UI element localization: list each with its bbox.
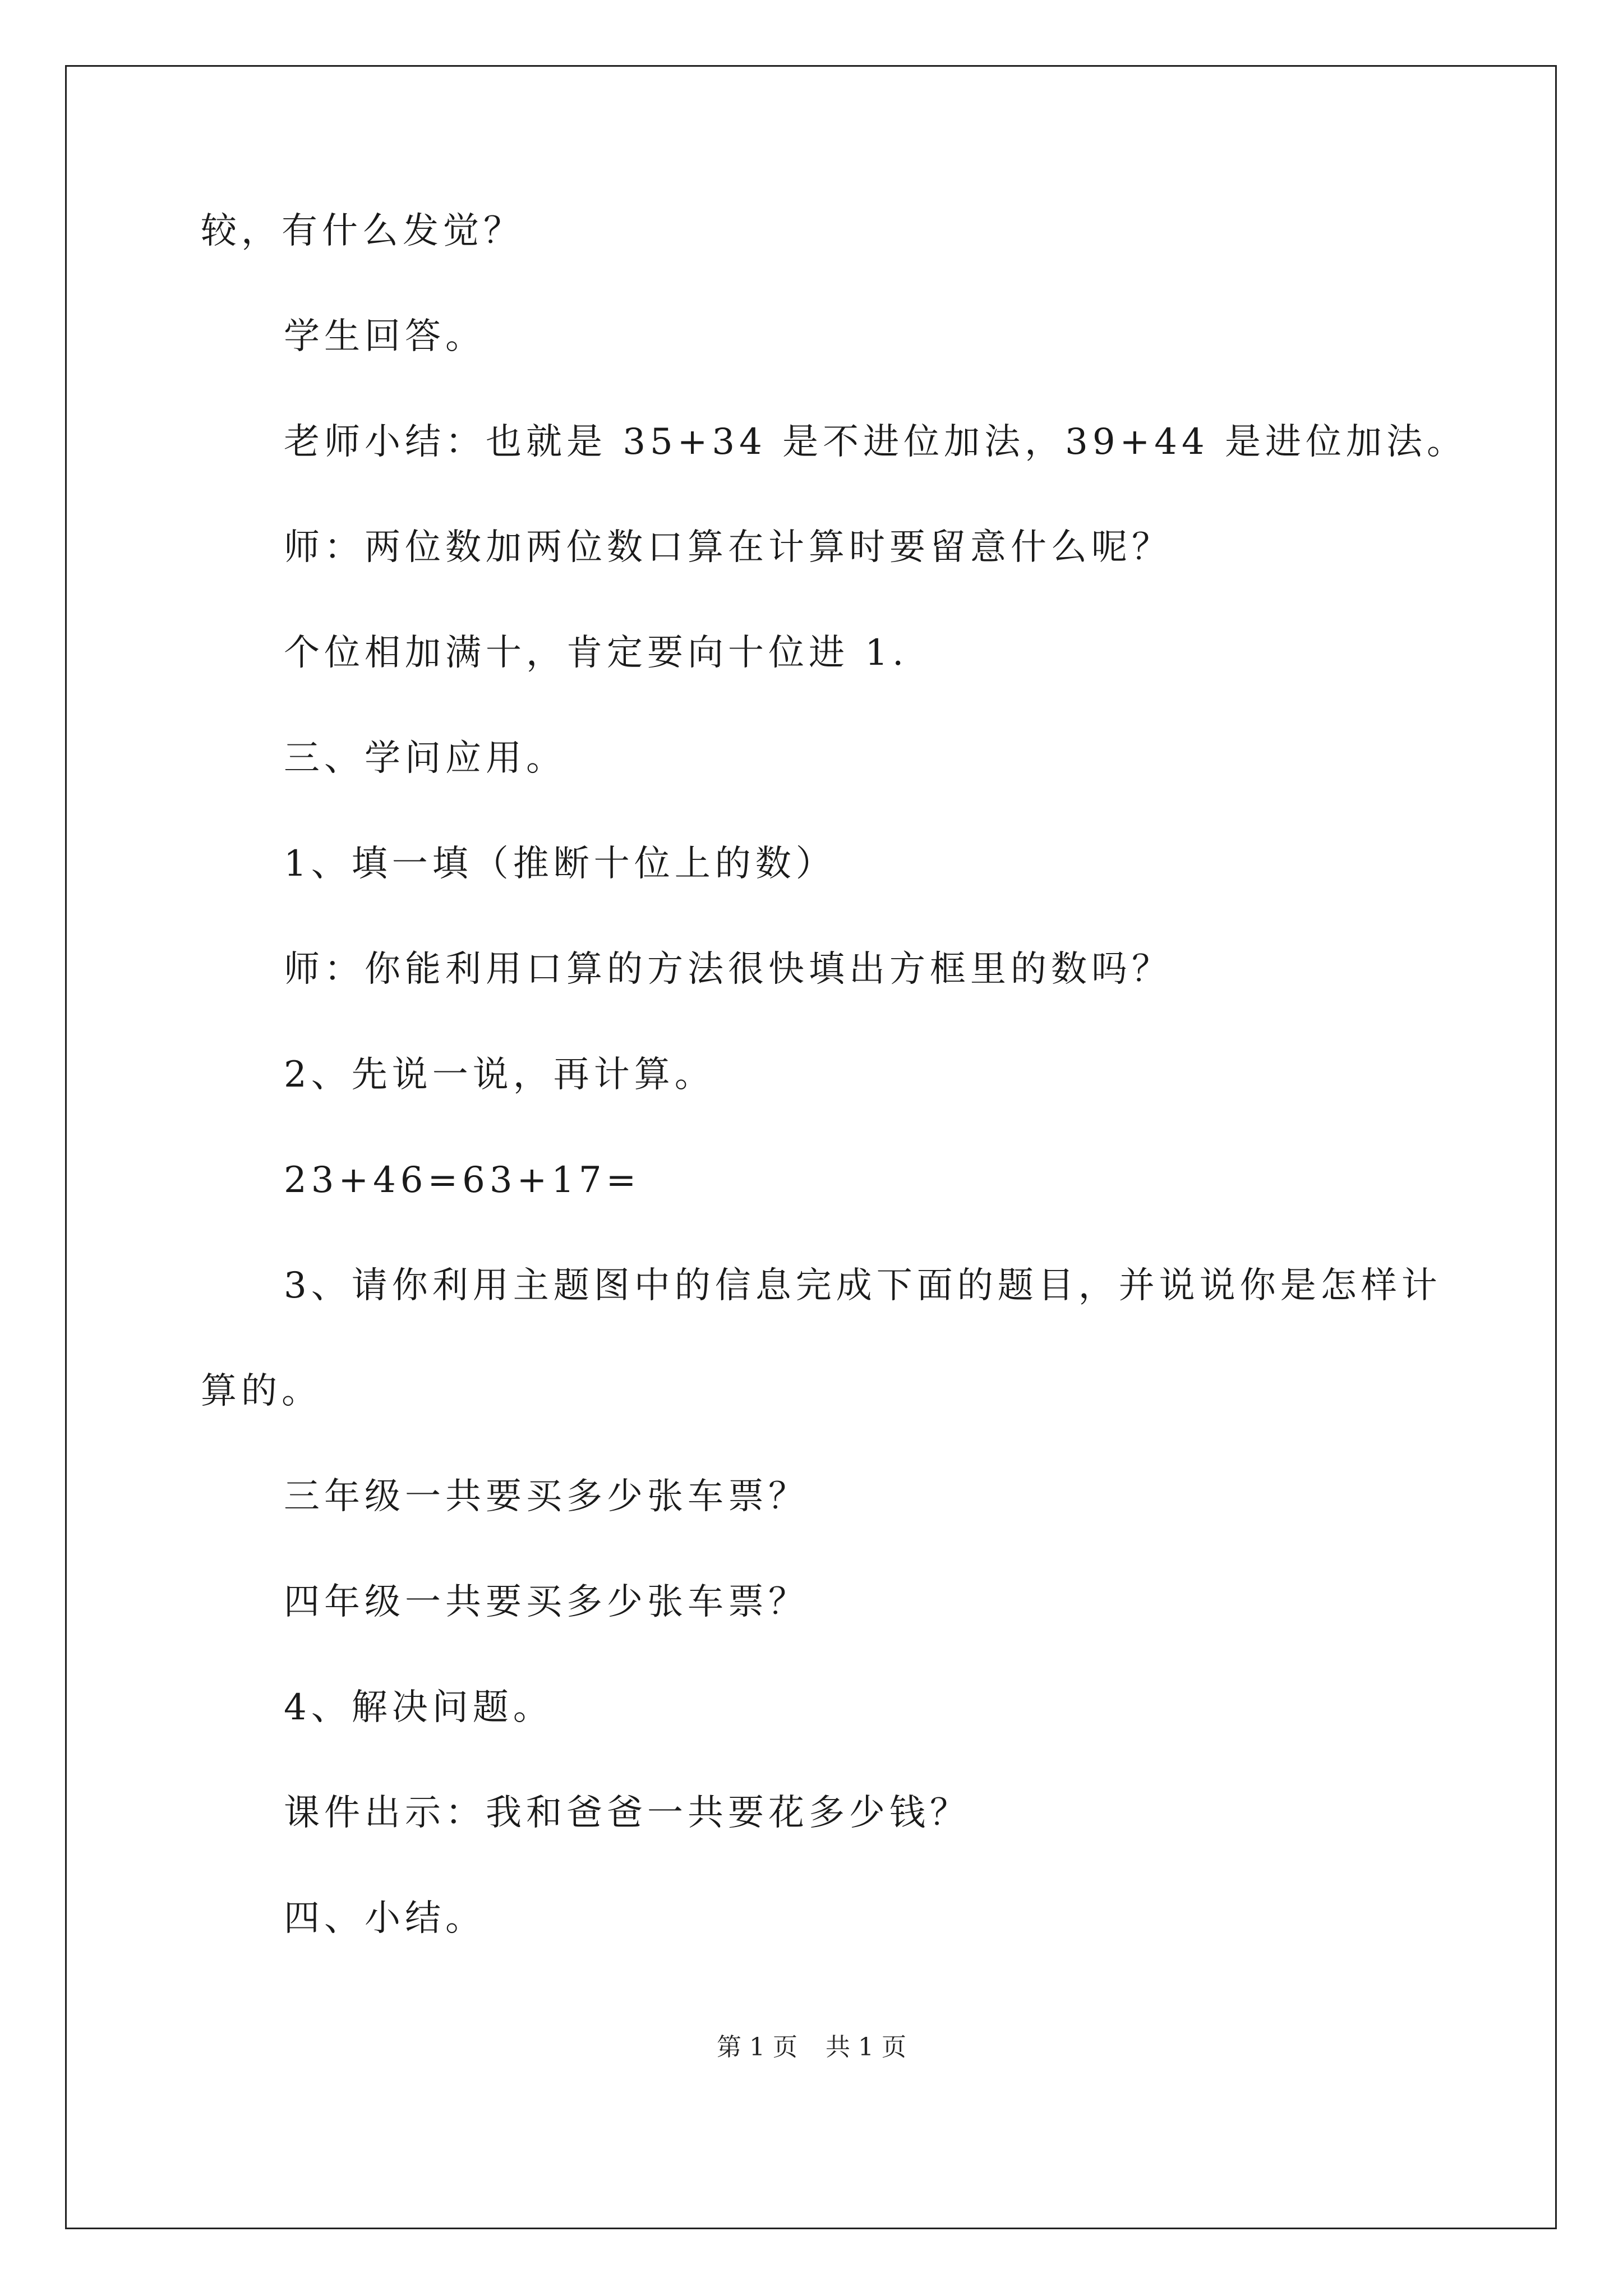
text-line: 学生回答。 (284, 316, 486, 357)
text-line: 1、填一填（推断十位上的数） (284, 843, 836, 885)
text-line: 个位相加满十，肯定要向十位进 1. (284, 632, 909, 674)
text-line: 算的。 (201, 1370, 322, 1412)
section-heading: 四、小结。 (284, 1898, 486, 1939)
text-line: 课件出示：我和爸爸一共要花多少钱？ (284, 1792, 970, 1834)
text-line: 四年级一共要买多少张车票？ (284, 1581, 809, 1623)
text-line: 老师小结：也就是 35+34 是不进位加法，39+44 是进位加法。 (284, 421, 1468, 463)
page-number: 第 1 页 (717, 2033, 797, 2062)
text-line: 3、请你利用主题图中的信息完成下面的题目，并说说你是怎样计 (284, 1265, 1442, 1306)
page-total: 共 1 页 (826, 2033, 906, 2062)
page-footer (0, 2031, 1623, 2064)
text-line: 三年级一共要买多少张车票？ (284, 1476, 809, 1517)
text-line: 2、先说一说，再计算。 (284, 1054, 715, 1096)
text-line: 较，有什么发觉？ (201, 210, 524, 252)
section-heading: 三、学问应用。 (284, 738, 566, 779)
text-line: 师：两位数加两位数口算在计算时要留意什么呢？ (284, 527, 1172, 568)
text-line: 4、解决问题。 (284, 1687, 554, 1728)
text-line: 师：你能利用口算的方法很快填出方框里的数吗？ (284, 949, 1172, 990)
text-line: 23+46=63+17= (284, 1159, 641, 1201)
